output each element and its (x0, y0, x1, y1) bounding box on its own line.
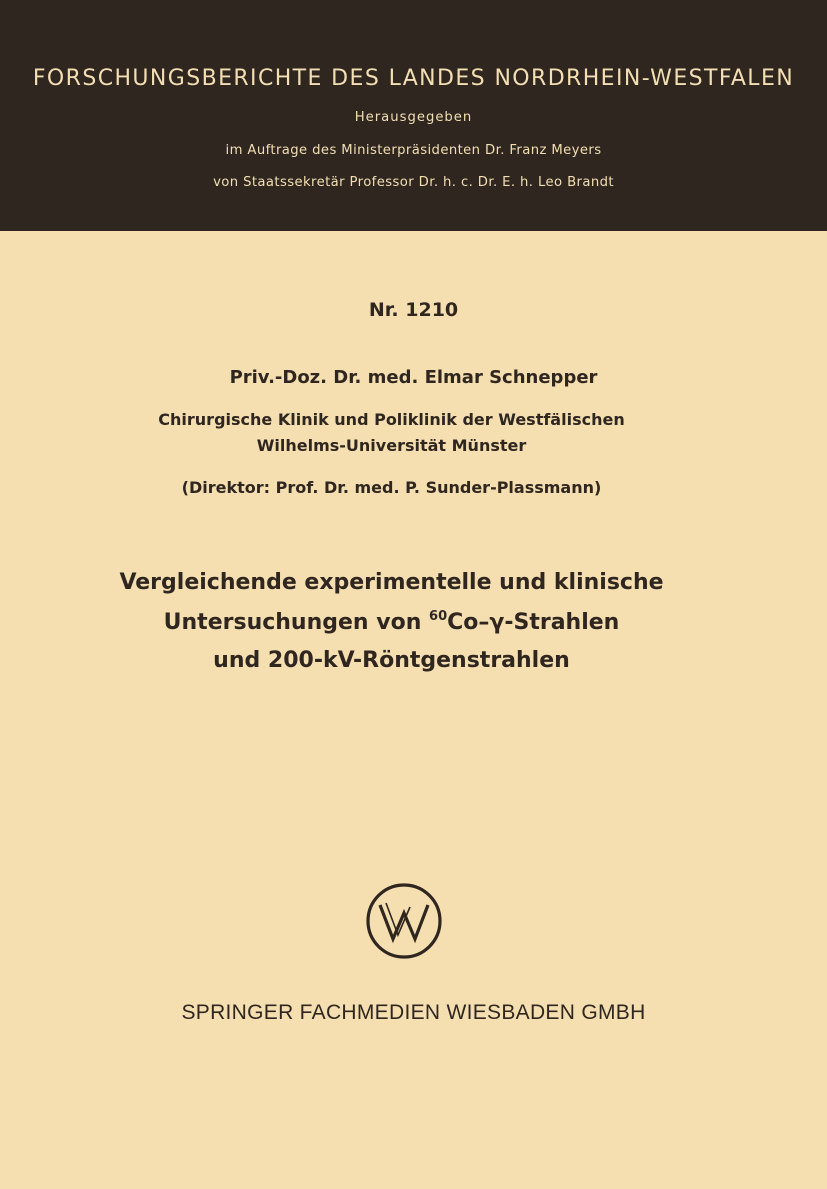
isotope-superscript: 60 (429, 609, 448, 624)
editor-line-minister: im Auftrage des Ministerpräsidenten Dr. Franz Meyers (225, 143, 602, 158)
title-line-1: Vergleichende experimentelle und klinische (119, 570, 664, 595)
report-number: Nr. 1210 (368, 299, 459, 321)
publisher-name: SPRINGER FACHMEDIEN WIESBADEN GMBH (181, 1001, 646, 1024)
title-line-2-prefix: Untersuchungen von (163, 610, 430, 635)
institution-line-1: Chirurgische Klinik und Poliklinik der Westfälischen (158, 410, 625, 429)
editor-line-secretary: von Staatssekretär Professor Dr. h. c. Dr. E. h. Leo Brandt (213, 175, 614, 190)
author-name: Priv.-Doz. Dr. med. Elmar Schnepper (229, 367, 598, 388)
publisher-logo-icon (366, 883, 442, 959)
title-line-2-suffix: Co–γ-Strahlen (447, 610, 620, 635)
series-title: FORSCHUNGSBERICHTE DES LANDES NORDRHEIN-WESTFALEN (32, 66, 795, 91)
institution-line-2: Wilhelms-Universität Münster (256, 436, 527, 455)
title-line-2 (0, 609, 783, 635)
director-line: (Direktor: Prof. Dr. med. P. Sunder-Plassmann) (181, 478, 602, 497)
series-header-band (0, 0, 827, 231)
editor-label: Herausgegeben (354, 110, 473, 125)
title-line-3: und 200-kV-Röntgenstrahlen (213, 648, 570, 673)
